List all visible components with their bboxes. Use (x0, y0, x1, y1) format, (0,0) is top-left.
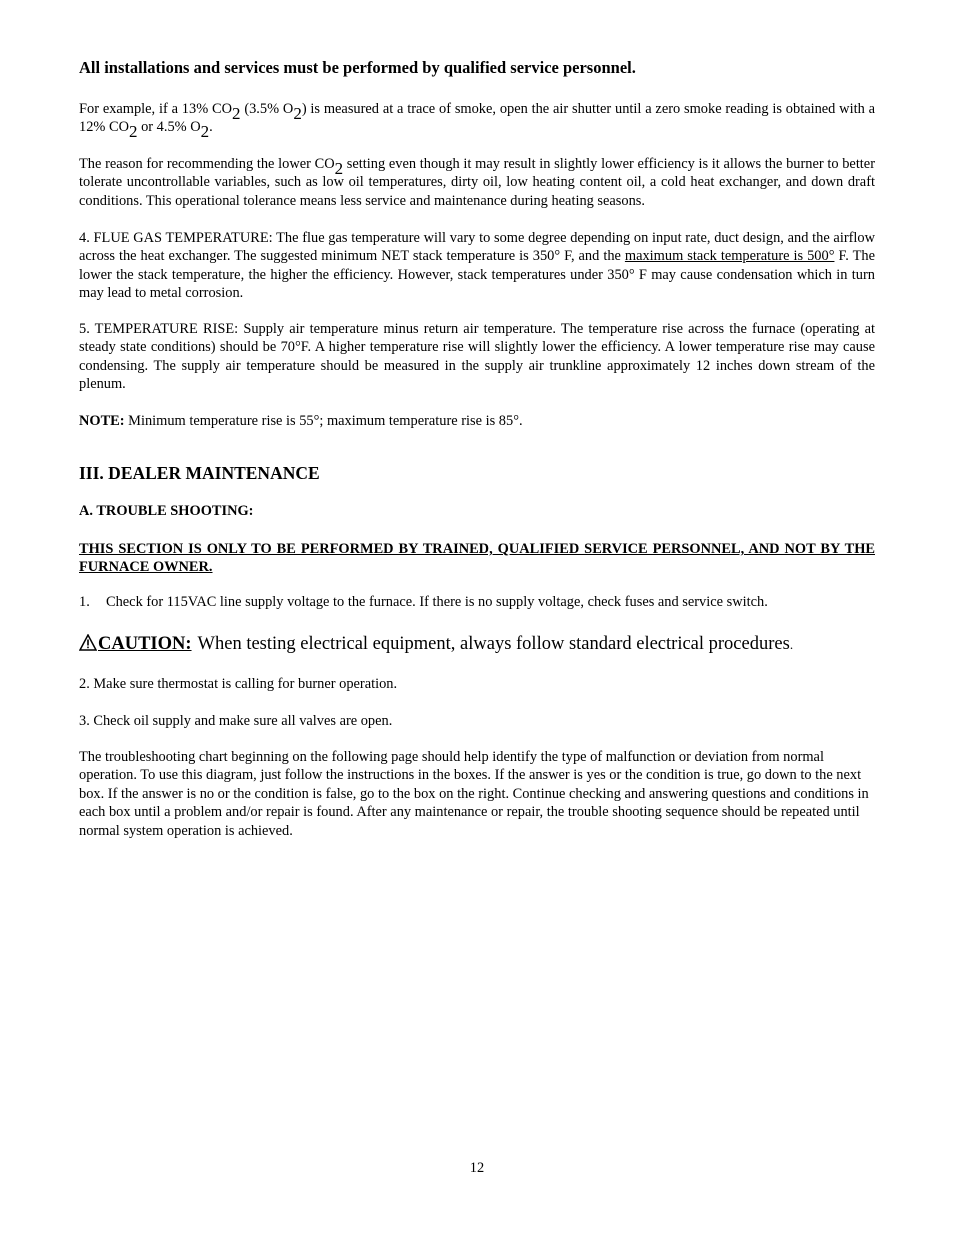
example-text: For example, if a 13% CO (79, 101, 232, 117)
step-three: 3. Check oil supply and make sure all valves are open. (79, 713, 393, 729)
step-one (79, 594, 768, 611)
note-text: Minimum temperature rise is 55°; maximum temperature rise is 85°. (124, 413, 523, 429)
co2-example-paragraph (79, 100, 875, 142)
caution-text: When testing electrical equipment, always follow standard electrical procedures (197, 634, 790, 654)
max-stack-temp-underlined: maximum stack temperature is 500° (624, 248, 835, 265)
qualified-only-warning: THIS SECTION IS ONLY TO BE PERFORMED BY TRAINED, QUALIFIED SERVICE PERSONNEL, AND NOT BY THE FURNACE OWNER. (79, 541, 875, 576)
caution-line (79, 632, 793, 655)
step-number: 1. (79, 594, 90, 610)
subscript: 2 (232, 104, 241, 123)
qualified-personnel-notice: All installations and services must be performed by qualified service personnel. (79, 58, 636, 77)
subscript: 2 (128, 122, 138, 142)
subscript: 2 (200, 122, 210, 142)
example-text: . (209, 119, 213, 136)
section-title: III. DEALER MAINTENANCE (79, 463, 320, 483)
example-text: or 4.5% O (137, 119, 201, 136)
step-two: 2. Make sure thermostat is calling for burner operation. (79, 676, 398, 692)
example-text: (3.5% O (240, 101, 294, 117)
caution-period: . (789, 637, 794, 652)
co2-reason-paragraph (79, 155, 875, 210)
subscript: 2 (293, 104, 302, 123)
step-text: Check for 115VAC line supply voltage to the furnace. If there is no supply voltage, check fuses and service switch. (106, 594, 768, 610)
flue-gas-paragraph (79, 229, 875, 303)
flue-text: F. The lower the stack temperature, the higher the efficiency. However, stack temperatures under 350° F may cause condensation which in turn may lead to metal corrosion. (79, 248, 875, 302)
subsection-title: A. TROUBLE SHOOTING: (79, 503, 254, 519)
flue-text: 4. FLUE GAS TEMPERATURE: The flue gas temperature will vary to some degree depending on input rate, duct design, and the airflow across the heat exchanger. The suggested minimum NET stack temperature is 350° F, and the (79, 230, 875, 265)
troubleshooting-chart-intro: The troubleshooting chart beginning on the following page should help identify the type of malfunction or deviation from normal operation. To use this diagram, just follow the instructions in the boxes. If the answer is yes or the condition is true, go down to the next box. If the answer is no or the condition is false, go to the box on the right. Continue checking and answering questions and conditions in each box until a problem and/or repair is found. After any maintenance or repair, the trouble shooting sequence should be repeated until normal system operation is achieved. (79, 749, 869, 839)
page-number: 12 (469, 1160, 485, 1176)
note-label: NOTE: (79, 413, 125, 429)
note-paragraph (79, 412, 875, 430)
subscript: 2 (334, 159, 344, 178)
warning-triangle-icon (79, 634, 97, 651)
example-text: ) is measured at a trace of smoke, open the air shutter until a zero smoke reading is obtained with a 12% CO (79, 101, 875, 136)
caution-label: CAUTION: (98, 634, 192, 654)
reason-text: setting even though it may result in slightly lower efficiency is it allows the burner to better tolerate uncontrollable variables, such as low oil temperatures, dirty oil, low heating content oil, a cold heat exchanger, and down draft conditions. This operational tolerance means less service and maintenance during heating seasons. (79, 156, 875, 209)
reason-text: The reason for recommending the lower CO (79, 156, 335, 172)
temperature-rise-paragraph: 5. TEMPERATURE RISE: Supply air temperature minus return air temperature. The temperature rise across the furnace (operating at steady state conditions) should be 70°F. A higher temperature rise will slightly lower the efficiency. A lower temperature rise may cause condensing. The supply air temperature should be measured in the supply air trunkline approximately 12 inches down stream of the plenum. (79, 321, 875, 393)
